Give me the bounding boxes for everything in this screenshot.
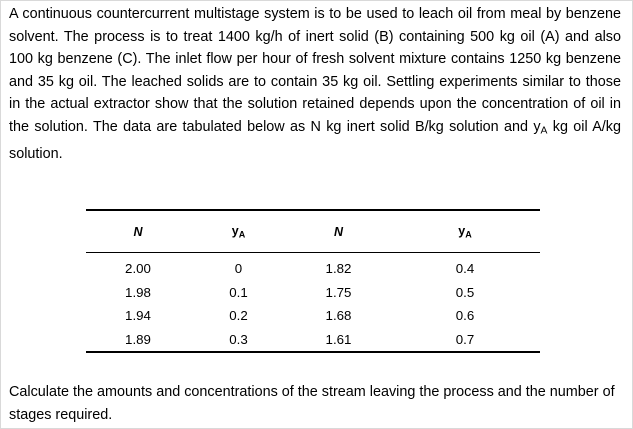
table-cell: 1.94	[125, 308, 151, 324]
question-text: Calculate the amounts and concentrations of the stream leaving the process and the number of stages required.	[9, 384, 615, 423]
table-cell: 2.00	[125, 261, 151, 277]
problem-subscript: A	[540, 125, 548, 137]
table-cell: 0	[234, 261, 243, 277]
table-row	[86, 304, 540, 328]
table-cell: 0.5	[455, 284, 475, 300]
table-cell: 1.89	[125, 331, 151, 347]
header-ya-1: $y_A$	[231, 223, 246, 240]
table-row	[86, 328, 540, 353]
table-row	[86, 253, 540, 281]
table-cell: 0.1	[229, 284, 248, 300]
table-cell: 0.3	[229, 331, 248, 347]
table-cell: 0.7	[455, 331, 475, 347]
table-header-row	[86, 210, 540, 253]
data-table	[86, 209, 540, 353]
header-n-1: N	[133, 224, 143, 239]
table-cell: 0.4	[455, 261, 475, 277]
header-ya-2: $y_A$	[458, 223, 472, 240]
problem-text-end: kg oil A/kg solution.	[9, 118, 622, 162]
table-cell: 1.68	[325, 308, 352, 324]
table-row	[86, 281, 540, 305]
header-n-2: N	[333, 224, 344, 239]
table-cell: 0.2	[229, 308, 248, 324]
data-table-container	[86, 209, 540, 353]
problem-text: A continuous countercurrent multistage system is to be used to leach oil from meal by benzene solvent. The process is to treat 1400 kg/h of inert solid (B) containing 500 kg oil (A) and also 100 kg benzene (C). The inlet flow per hour of fresh solvent mixture contains 1250 kg benzene and 35 kg oil. The leached solids are to contain 35 kg oil. Settling experiments similar to those in the actual extractor show that the solution retained depends upon the concentration of oil in the solution. The data are tabulated below as N kg inert solid B/kg solution and y	[9, 6, 621, 135]
table-cell: 1.61	[325, 331, 352, 347]
table-cell: 1.75	[325, 284, 352, 300]
table-cell: 1.82	[325, 261, 352, 277]
table-cell: 1.98	[125, 284, 151, 300]
problem-statement	[9, 3, 621, 165]
table-cell: 0.6	[455, 308, 475, 324]
